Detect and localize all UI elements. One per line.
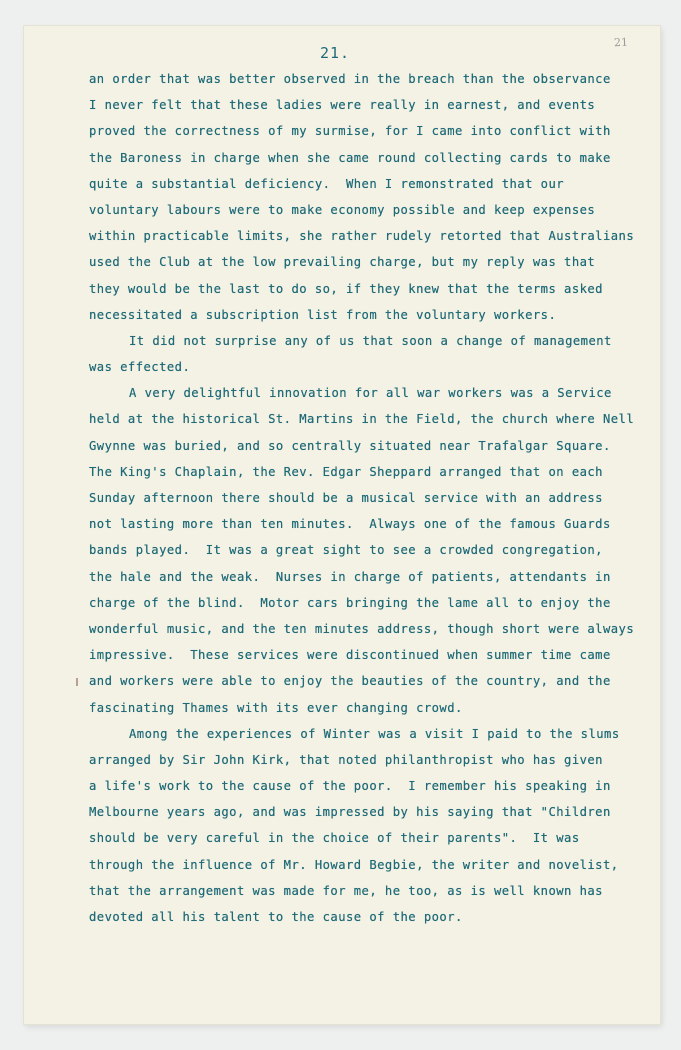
text-line: Melbourne years ago, and was impressed by his saying that "Children (89, 805, 611, 820)
text-line: that the arrangement was made for me, he too, as is well known has (89, 883, 603, 898)
text-line: the hale and the weak. Nurses in charge of patients, attendants in (89, 569, 611, 584)
page-number: 21. (320, 44, 351, 62)
text-line: through the influence of Mr. Howard Begbie, the writer and novelist, (89, 857, 619, 872)
text-line: they would be the last to do so, if they knew that the terms asked (89, 281, 603, 296)
text-line: fascinating Thames with its ever changing crowd. (89, 700, 463, 715)
margin-mark (76, 678, 78, 686)
text-line: I never felt that these ladies were really in earnest, and events (89, 98, 596, 113)
text-line: within practicable limits, she rather rudely retorted that Australians (89, 229, 635, 244)
text-line: and workers were able to enjoy the beauties of the country, and the (89, 674, 611, 689)
text-line: held at the historical St. Martins in the Field, the church where Nell (89, 412, 635, 427)
text-line: the Baroness in charge when she came round collecting cards to make (89, 150, 611, 165)
text-line: Sunday afternoon there should be a musical service with an address (89, 491, 603, 505)
text-line: used the Club at the low prevailing charge, but my reply was that (89, 255, 596, 270)
text-line: proved the correctness of my surmise, for I came into conflict with (89, 124, 611, 139)
text-line: Gwynne was buried, and so centrally situated near Trafalgar Square. (89, 438, 611, 453)
text-line: Among the experiences of Winter was a visit I paid to the slums (129, 726, 620, 741)
text-line: It did not surprise any of us that soon a change of management (129, 333, 612, 348)
text-line: A very delightful innovation for all war workers was a Service (129, 386, 612, 401)
text-line: bands played. It was a great sight to see a crowded congregation, (89, 543, 603, 558)
text-line: quite a substantial deficiency. When I remonstrated that our (89, 176, 565, 191)
text-line: wonderful music, and the ten minutes address, though short were always (89, 621, 635, 636)
text-line: The King's Chaplain, the Rev. Edgar Sheppard arranged that on each (89, 464, 603, 479)
text-line: arranged by Sir John Kirk, that noted philanthropist who has given (89, 752, 603, 767)
text-line: impressive. These services were discontinued when summer time came (89, 648, 611, 663)
body-text (89, 66, 649, 930)
text-line: should be very careful in the choice of their parents". It was (89, 831, 580, 846)
text-line: charge of the blind. Motor cars bringing the lame all to enjoy the (89, 595, 611, 610)
text-line: devoted all his talent to the cause of the poor. (89, 910, 463, 924)
handwritten-page-number: 21 (613, 35, 629, 50)
text-line: necessitated a subscription list from the voluntary workers. (89, 307, 557, 322)
text-line: not lasting more than ten minutes. Always one of the famous Guards (89, 517, 611, 532)
text-line: voluntary labours were to make economy possible and keep expenses (89, 202, 596, 217)
text-line: a life's work to the cause of the poor. I remember his speaking in (89, 779, 611, 794)
text-line: an order that was better observed in the breach than the observance (89, 72, 611, 86)
text-line: was effected. (89, 360, 191, 375)
